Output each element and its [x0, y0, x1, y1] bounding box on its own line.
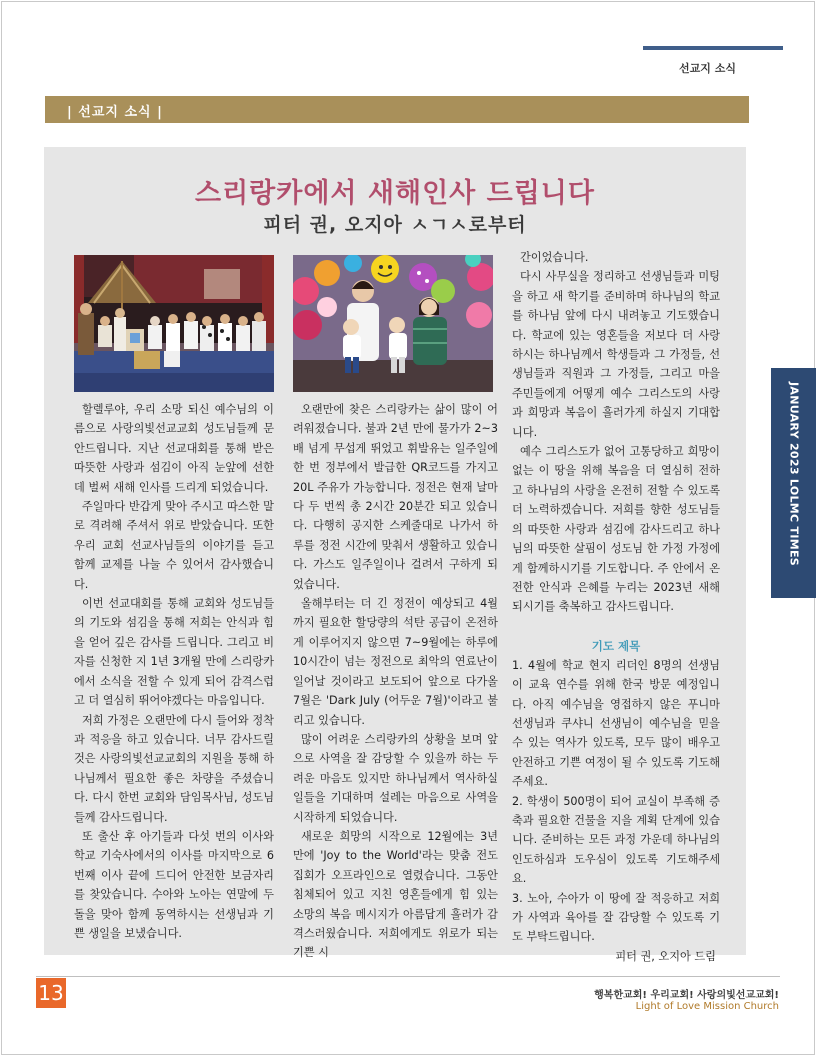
issue-side-tab [771, 368, 816, 598]
footer-church-name: Light of Love Mission Church [635, 1001, 779, 1012]
paragraph: 예수 그리스도가 없어 고통당하고 희망이 없는 이 땅을 위해 복음을 더 열심히 전하고 하나님의 사랑을 온전히 전할 수 있도록 더 노력하겠습니다. 저희를 향한 성도님들의 따뜻한 사랑과 섬김에 감사드리고 하나님의 따뜻한 살핌이 성도님 한 가정 가정에게 함께하시기를 기도합니다. 주 안에서 온전한 안식과 은혜를 누리는 2023년 새해 되시기를 축복하고 감사드립니다. [512, 445, 720, 614]
paragraph: 올해부터는 더 긴 정전이 예상되고 4월까지 필요한 할당량의 석탄 공급이 온전하게 이루어지지 않으면 7~9월에는 하루에 10시간이 넘는 정전으로 최악의 연료난이 일어날 것이라고 보도되어 앞으로 다가올 7월은 'Dark July (어두운 7월)'이라고 불리고 있습니다. [293, 597, 498, 727]
article-column-1 [74, 400, 274, 943]
paragraph: 간이었습니다. [520, 251, 589, 264]
prayer-requests-title: 기도 제목 [591, 638, 641, 653]
paragraph: 새로운 희망의 시작으로 12월에는 3년 만에 'Joy to the World'라는 맞춤 전도 집회가 오프라인으로 열렸습니다. 그동안 침체되어 있고 지친 영혼들에게 힘 있는 소망의 복음 메시지가 아름답게 흘러가 감격스러웠습니다. 저희에게도 위로가 되는 기쁜 시 [293, 829, 498, 960]
article-column-2 [293, 400, 498, 963]
paragraph: 오랜만에 찾은 스리랑카는 삶이 많이 어려워졌습니다. 불과 2년 만에 물가가 2~3배 넘게 무섭게 뛰었고 휘발유는 일주일에 한 번 정부에서 발급한 QR코드를 가지고 20L 주유가 가능합니다. 정전은 현재 날마다 두 번씩 총 2시간 20분간 되고 있습니다. 다행히 공지한 스케줄대로 나가서 하루를 정전 시간에 맞춰서 생활하고 있습니다. 가스도 일주일이나 걸려서 구하게 되었습니다. [293, 403, 498, 591]
prayer-item: 3. 노아, 수아가 이 땅에 잘 적응하고 저희가 사역과 육아를 잘 감당할 수 있도록 기도 부탁드립니다. [512, 891, 720, 944]
nativity-play-photo [74, 255, 274, 392]
section-band-label: | 선교지 소식 | [67, 105, 163, 120]
paragraph: 저희 가정은 오랜만에 다시 들어와 정착과 적응을 하고 있습니다. 너무 감사드릴 것은 사랑의빛선교교회의 지원을 통해 하나님께서 필요한 좋은 차량을 주셨습니다. 다시 한번 교회와 담임목사님, 성도님들께 감사드립니다. [74, 713, 274, 824]
paragraph: 할렐루야, 우리 소망 되신 예수님의 이름으로 사랑의빛선교교회 성도님들께 문안드립니다. 지난 선교대회를 통해 받은 따뜻한 사랑과 섬김이 아직 눈앞에 선한데 벌써 새해 인사를 드리게 되었습니다. [74, 403, 274, 494]
issue-label: JANUARY 2023 LOLMC TIMES [787, 382, 801, 567]
footer-rule [36, 976, 780, 977]
prayer-item: 1. 4월에 학교 현지 리더인 8명의 선생님이 교육 연수를 위해 한국 방문 예정입니다. 아직 예수님을 영접하지 않은 푸니마 선생님과 쿠샤니 선생님이 예수님을 믿을 수 있는 역사가 있도록, 모두 많이 배우고 안전하고 기쁜 여정이 될 수 있도록 기도해주세요. [512, 658, 720, 789]
signature: 피터 권, 오지아 드림 [615, 949, 716, 963]
prayer-item: 2. 학생이 500명이 되어 교실이 부족해 증축과 필요한 건물을 지을 계획 단계에 있습니다. 준비하는 모든 과정 가운데 하나님의 인도하심과 도우심이 있도록 기도해주세요. [512, 794, 720, 886]
header-rule [643, 46, 783, 50]
article-title: 스리랑카에서 새해인사 드립니다 [195, 178, 595, 209]
section-header: 선교지 소식 [679, 62, 736, 75]
paragraph: 이번 선교대회를 통해 교회와 성도님들의 기도와 섬김을 통해 저희는 안식과 힘을 얻어 깊은 감사를 드립니다. 그리고 비자를 신청한 지 1년 3개월 만에 스리랑카에서 소식을 전할 수 있게 되어 감격스럽고 더 열심히 뛰어야겠다는 마음입니다. [74, 597, 274, 708]
paragraph: 또 출산 후 아기들과 다섯 번의 이사와 학교 기숙사에서의 이사를 마지막으로 6번째 이사 끝에 드디어 안전한 보금자리를 찾았습니다. 수아와 노아는 연말에 두 돌을 맞아 함께 동역하시는 선생님과 기쁜 생일을 보냈습니다. [74, 829, 274, 940]
family-photo [293, 255, 493, 392]
paragraph: 다시 사무실을 정리하고 선생님들과 미팅을 하고 새 학기를 준비하며 하나님의 학교를 하나님 앞에 다시 내려놓고 기도했습니다. 학교에 있는 영혼들을 저보다 더 사랑하시는 하나님께서 학생들과 그 가정들, 선생님들과 직원과 그 가정들, 그리고 마을 주민들에게 어떻게 예수 그리스도의 사랑과 희망과 복음이 흘러가게 하실지 기대합니다. [512, 270, 720, 439]
footer-slogan: 행복한교회! 우리교회! 사랑의빛선교교회! [594, 990, 779, 1001]
paragraph: 주일마다 반갑게 맞아 주시고 따스한 말로 격려해 주셔서 위로 받았습니다. 또한 우리 교회 선교사님들의 이야기를 듣고 함께 교제를 나눌 수 있어서 감사했습니다. [74, 500, 274, 591]
section-band [45, 96, 749, 123]
prayer-requests-list [512, 656, 720, 947]
paragraph: 많이 어려운 스리랑카의 상황을 보며 앞으로 사역을 잘 감당할 수 있을까 하는 두려운 마음도 있지만 하나님께서 역사하실 일들을 기대하며 설레는 마음으로 사역을 시작하게 되었습니다. [293, 732, 498, 824]
page-number: 13 [36, 978, 66, 1008]
article-column-3 [512, 248, 720, 966]
article-box [44, 147, 746, 963]
article-subtitle: 피터 권, 오지아 ㅅㄱㅅ로부터 [263, 214, 527, 236]
